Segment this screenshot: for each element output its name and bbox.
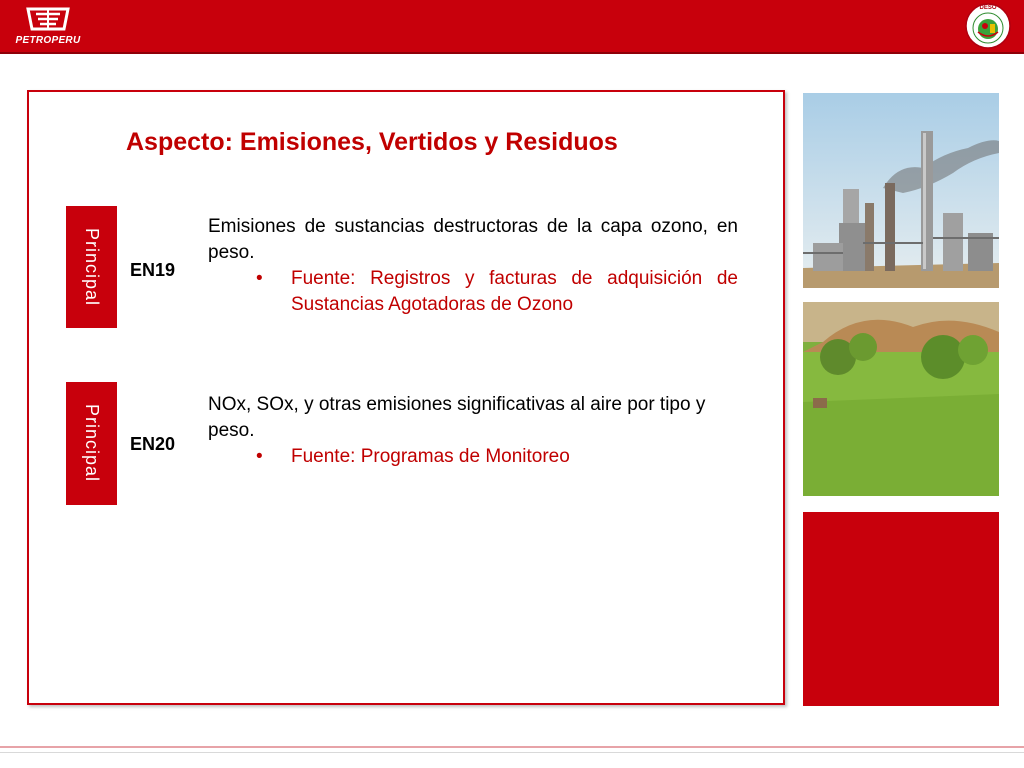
petroperu-emblem-icon [24, 5, 72, 33]
tag-principal [66, 382, 117, 505]
tag-label: Principal [82, 404, 102, 483]
header-bar [0, 0, 1024, 54]
tag-label: Principal [82, 227, 102, 307]
deso-seal [964, 2, 1012, 50]
refinery-image [803, 93, 999, 288]
description-text: NOx, SOx, y otras emisiones significativas al aire por tipo y peso. [208, 394, 706, 441]
indicator-code: EN19 [130, 260, 176, 280]
landscape-image [803, 302, 999, 496]
source-item [208, 266, 738, 318]
indicator-description [208, 392, 738, 470]
indicator-code: EN20 [130, 434, 176, 454]
bullet: • [256, 268, 263, 289]
bullet: • [256, 446, 263, 467]
petroperu-logo [8, 5, 88, 47]
indicator-description [208, 214, 738, 318]
red-accent-block [803, 512, 999, 706]
logo-text: PETROPERU [15, 35, 81, 46]
landscape-photo [803, 302, 999, 496]
footer-divider [0, 746, 1024, 748]
refinery-photo [803, 93, 999, 288]
footer-divider-secondary [0, 752, 1024, 753]
slide-title: Aspecto: Emisiones, Vertidos y Residuos [126, 128, 618, 156]
source-text: Fuente: Programas de Monitoreo [291, 446, 570, 467]
source-text: Fuente: Registros y facturas de adquisición de Sustancias Agotadoras de Ozono [291, 268, 738, 315]
seal-label: DESO [979, 5, 997, 11]
source-item [208, 444, 738, 470]
tag-principal [66, 206, 117, 328]
description-text: Emisiones de sustancias destructoras de la capa ozono, en peso. [208, 216, 738, 263]
